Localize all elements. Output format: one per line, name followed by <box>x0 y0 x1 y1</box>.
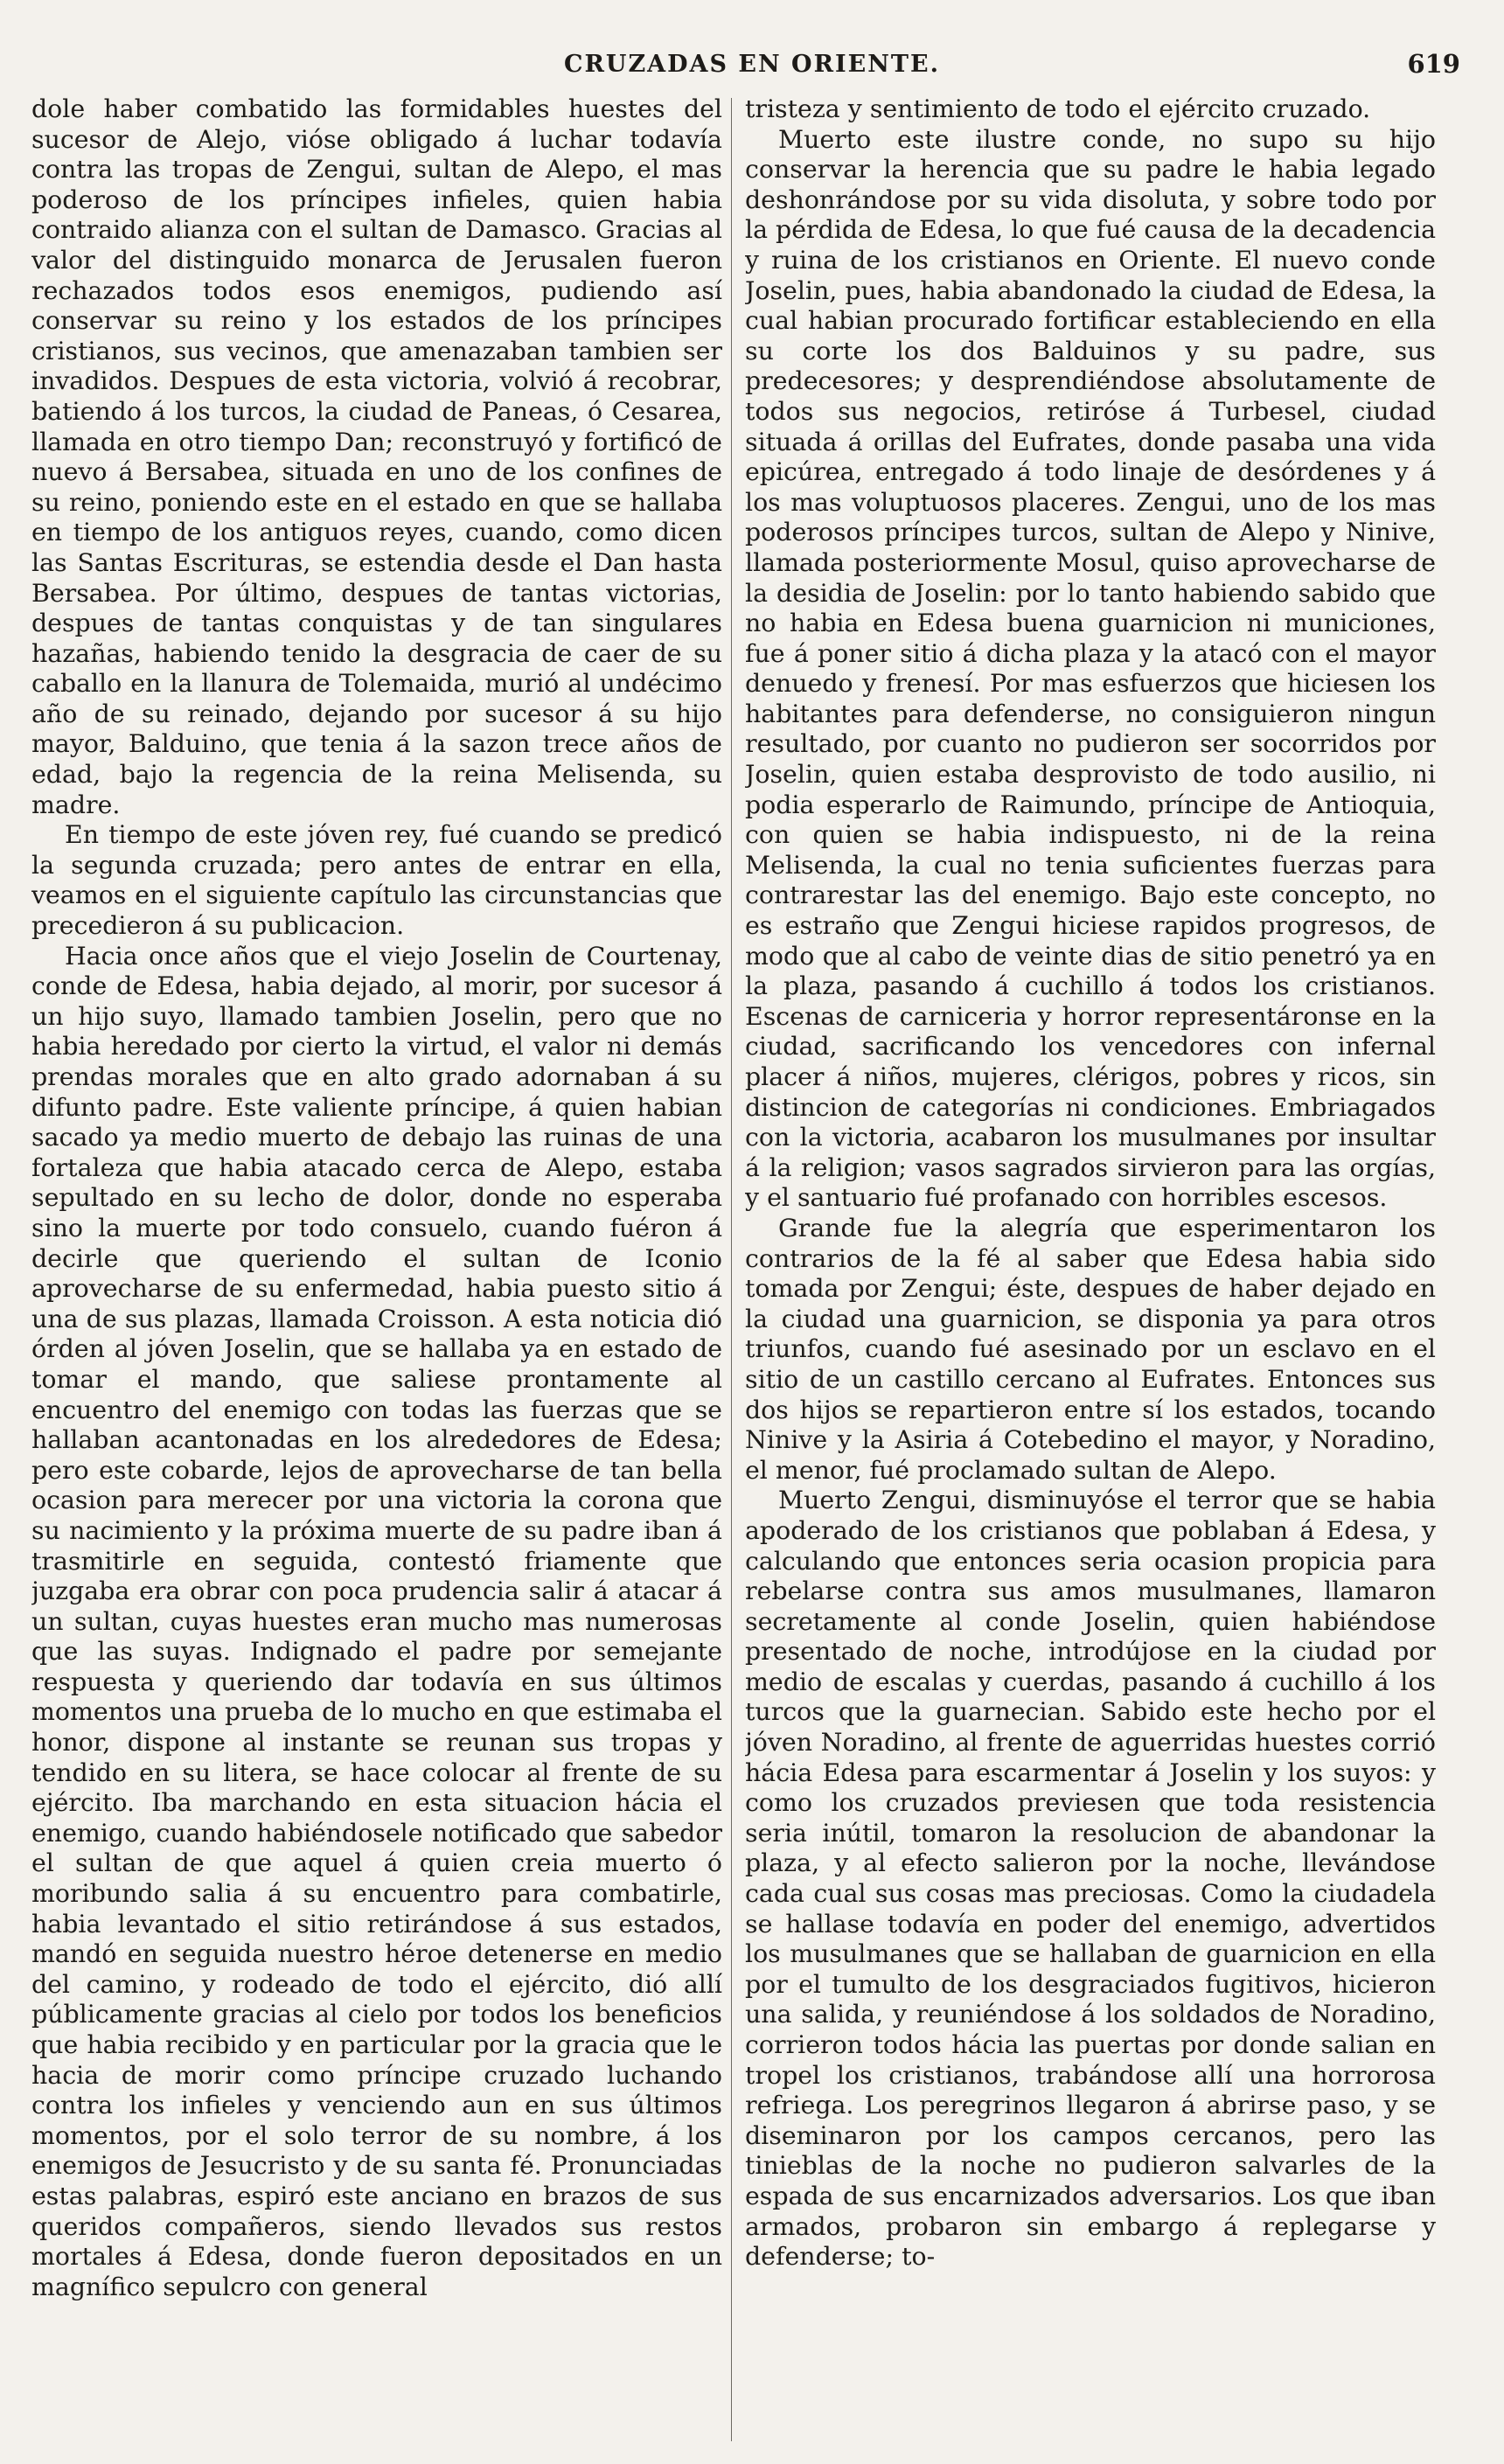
column-divider <box>731 98 732 2441</box>
right-paragraph-4: Muerto Zengui, disminuyóse el terror que se habia apoderado de los cristianos que poblaban á Edesa, y calculando que entonces seria ocasion propicia para rebelarse contra sus amos musulmanes, llamaron secretamente al conde Joselin, quien habiéndose presentado de noche, introdújose en la ciudad por medio de escalas y cuerdas, pasando á cuchillo á los turcos que la guarnecian. Sabido este hecho por el jóven Noradino, al frente de aguerridas huestes corrió hácia Edesa para escarmentar á Joselin y los suyos: y como los cruzados previesen que toda resistencia seria inútil, tomaron la resolucion de abandonar la plaza, y al efecto salieron por la noche, llevándose cada cual sus cosas mas preciosas. Como la ciudadela se hallase todavía en poder del enemigo, advertidos los musulmanes que se hallaban de guarnicion en ella por el tumulto de los desgraciados fugitivos, hicieron una salida, y reuniéndose á los soldados de Noradino, corrieron todos hácia las puertas por donde salian en tropel los cristianos, trabándose allí una horrorosa refriega. Los peregrinos llegaron á abrirse paso, y se diseminaron por los campos cercanos, pero las tinieblas de la noche no pudieron salvarles de la espada de sus encarnizados adversarios. Los que iban armados, probaron sin embargo á replegarse y defenderse; to- <box>745 1486 1436 2272</box>
left-paragraph-2: En tiempo de este jóven rey, fué cuando se predicó la segunda cruzada; pero antes de entrar en ella, veamos en el siguiente capítulo las circunstancias que precedieron á su publicacion. <box>31 820 722 941</box>
right-column <box>745 94 1436 2447</box>
page-number: 619 <box>1407 49 1460 79</box>
right-paragraph-1: tristeza y sentimiento de todo el ejército cruzado. <box>745 94 1371 123</box>
running-title: CRUZADAS EN ORIENTE. <box>564 51 940 78</box>
page-header <box>35 49 1469 84</box>
right-paragraph-2: Muerto este ilustre conde, no supo su hijo conservar la herencia que su padre le habia legado deshonrándose por su vida disoluta, y sobre todo por la pérdida de Edesa, lo que fué causa de la decadencia y ruina de los cristianos en Oriente. El nuevo conde Joselin, pues, habia abandonado la ciudad de Edesa, la cual habian procurado fortificar estableciendo en ella su corte los dos Balduinos y su padre, sus predecesores; y desprendiéndose absolutamente de todos sus negocios, retiróse á Turbesel, ciudad situada á orillas del Eufrates, donde pasaba una vida epicúrea, entregado á todo linaje de desórdenes y á los mas voluptuosos placeres. Zengui, uno de los mas poderosos príncipes turcos, sultan de Alepo y Ninive, llamada posteriormente Mosul, quiso aprovecharse de la desidia de Joselin: por lo tanto habiendo sabido que no habia en Edesa buena guarnicion ni municiones, fue á poner sitio á dicha plaza y la atacó con el mayor denuedo y frenesí. Por mas esfuerzos que hiciesen los habitantes para defenderse, no consiguieron ningun resultado, por cuanto no pudieron ser socorridos por Joselin, quien estaba desprovisto de todo ausilio, ni podia esperarlo de Raimundo, príncipe de Antioquia, con quien se habia indispuesto, ni de la reina Melisenda, la cual no tenia suficientes fuerzas para contrarestar las del enemigo. Bajo este concepto, no es estraño que Zengui hiciese rapidos progresos, de modo que al cabo de veinte dias de sitio penetró ya en la plaza, pasando á cuchillo á todos los cristianos. Escenas de carniceria y horror representáronse en la ciudad, sacrificando los vencedores con infernal placer á niños, mujeres, clérigos, pobres y ricos, sin distincion de categorías ni condiciones. Embriagados con la victoria, acabaron los musulmanes por insultar á la religion; vasos sagrados sirvieron para las orgías, y el santuario fué profanado con horribles escesos. <box>745 124 1436 1213</box>
left-paragraph-1: dole haber combatido las formidables huestes del sucesor de Alejo, vióse obligado á luchar todavía contra las tropas de Zengui, sultan de Alepo, el mas poderoso de los príncipes infieles, quien habia contraido alianza con el sultan de Damasco. Gracias al valor del distinguido monarca de Jerusalen fueron rechazados todos esos enemigos, pudiendo así conservar su reino y los estados de los príncipes cristianos, sus vecinos, que amenazaban tambien ser invadidos. Despues de esta victoria, volvió á recobrar, batiendo á los turcos, la ciudad de Paneas, ó Cesarea, llamada en otro tiempo Dan; reconstruyó y fortificó de nuevo á Bersabea, situada en uno de los confines de su reino, poniendo este en el estado en que se hallaba en tiempo de los antiguos reyes, cuando, como dicen las Santas Escrituras, se estendia desde el Dan hasta Bersabea. Por último, despues de tantas victorias, despues de tantas conquistas y de tan singulares hazañas, habiendo tenido la desgracia de caer de su caballo en la llanura de Tolemaida, murió al undécimo año de su reinado, dejando por sucesor á su hijo mayor, Balduino, que tenia á la sazon trece años de edad, bajo la regencia de la reina Melisenda, su madre. <box>31 94 722 819</box>
right-paragraph-3: Grande fue la alegría que esperimentaron los contrarios de la fé al saber que Edesa habia sido tomada por Zengui; éste, despues de haber dejado en la ciudad una guarnicion, se disponia ya para otros triunfos, cuando fué asesinado por un esclavo en el sitio de un castillo cercano al Eufrates. Entonces sus dos hijos se repartieron entre sí los estados, tocando Ninive y la Asiria á Cotebedino el mayor, y Noradino, el menor, fué proclamado sultan de Alepo. <box>745 1213 1436 1485</box>
left-column <box>31 94 722 2447</box>
left-paragraph-3: Hacia once años que el viejo Joselin de Courtenay, conde de Edesa, habia dejado, al morir, por sucesor á un hijo suyo, llamado tambien Joselin, pero que no habia heredado por cierto la virtud, el valor ni demás prendas morales que en alto grado adornaban á su difunto padre. Este valiente príncipe, á quien habian sacado ya medio muerto de debajo las ruinas de una fortaleza que habia atacado cerca de Alepo, estaba sepultado en su lecho de dolor, donde no esperaba sino la muerte por todo consuelo, cuando fuéron á decirle que queriendo el sultan de Iconio aprovecharse de su enfermedad, habia puesto sitio á una de sus plazas, llamada Croisson. A esta noticia dió órden al jóven Joselin, que se hallaba ya en estado de tomar el mando, que saliese prontamente al encuentro del enemigo con todas las fuerzas que se hallaban acantonadas en los alrededores de Edesa; pero este cobarde, lejos de aprovecharse de tan bella ocasion para merecer por una victoria la corona que su nacimiento y la próxima muerte de su padre iban á trasmitirle en seguida, contestó friamente que juzgaba era obrar con poca prudencia salir á atacar á un sultan, cuyas huestes eran mucho mas numerosas que las suyas. Indignado el padre por semejante respuesta y queriendo dar todavía en sus últimos momentos una prueba de lo mucho en que estimaba el honor, dispone al instante se reunan sus tropas y tendido en su litera, se hace colocar al frente de su ejército. Iba marchando en esta situacion hácia el enemigo, cuando habiéndosele notificado que sabedor el sultan de que aquel á quien creia muerto ó moribundo salia á su encuentro para combatirle, habia levantado el sitio retirándose á sus estados, mandó en seguida nuestro héroe detenerse en medio del camino, y rodeado de todo el ejército, dió allí públicamente gracias al cielo por todos los beneficios que habia recibido y en particular por la gracia que le hacia de morir como príncipe cruzado luchando contra los infieles y venciendo aun en sus últimos momentos, por el solo terror de su nombre, á los enemigos de Jesucristo y de su santa fé. Pronunciadas estas palabras, espiró este anciano en brazos de sus queridos compañeros, siendo llevados sus restos mortales á Edesa, donde fueron depositados en un magnífico sepulcro con general <box>31 941 722 2301</box>
